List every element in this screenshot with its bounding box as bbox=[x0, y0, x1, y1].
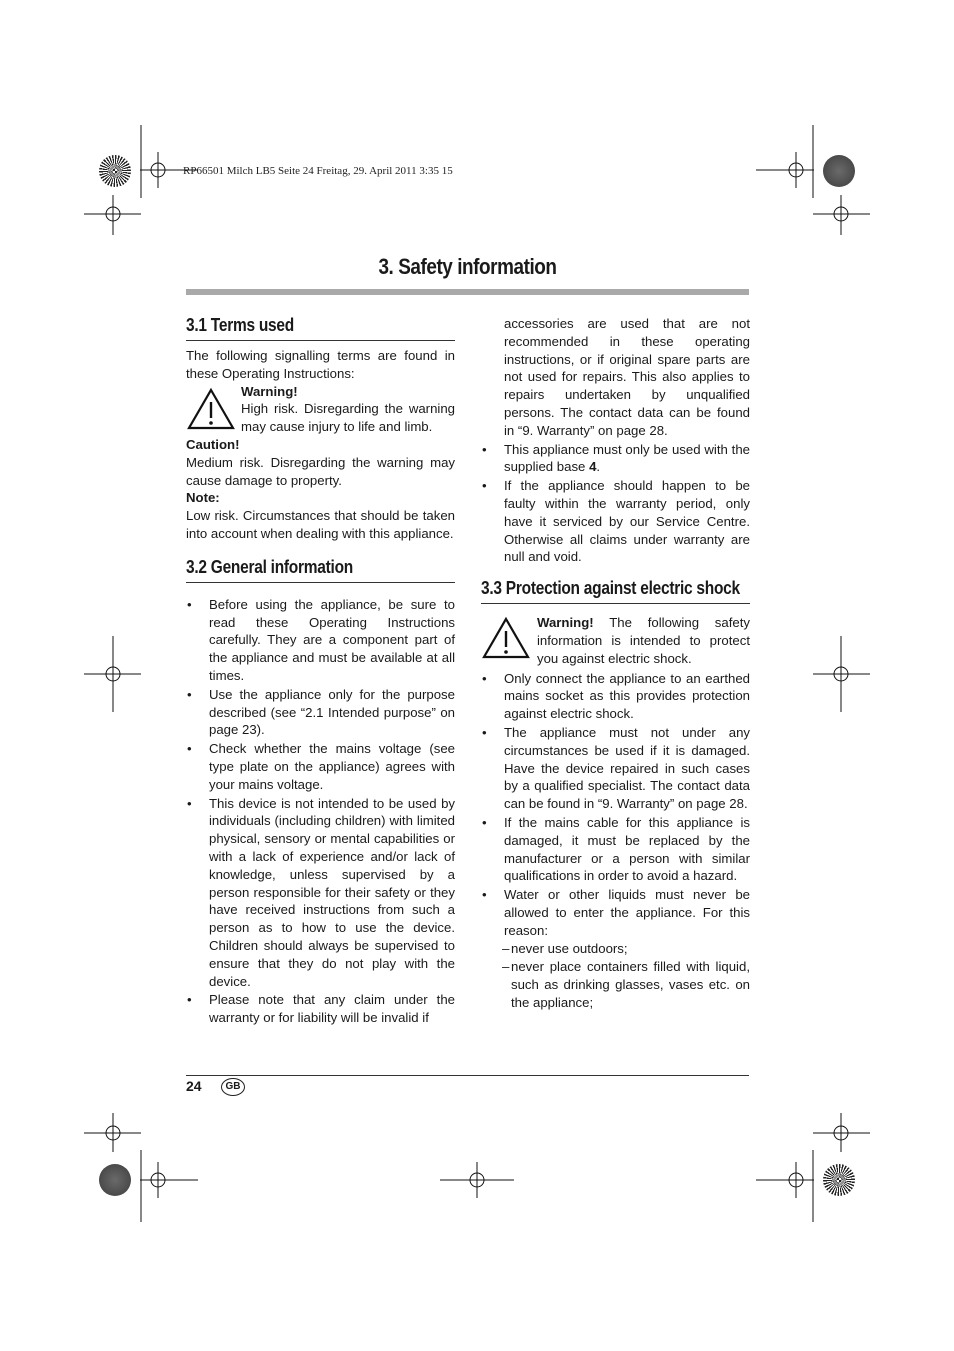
list-item: • If the mains cable for this appliance is damaged, it must be replaced by the manufacturer or a person with similar qualifications in order to avoid a hazard. bbox=[481, 814, 750, 885]
warning-label: Warning! bbox=[537, 615, 594, 631]
list-item: • Please note that any claim under the warranty or for liability will be invalid if bbox=[186, 991, 455, 1027]
page-title: 3. Safety information bbox=[378, 254, 557, 279]
left-column bbox=[186, 314, 455, 1028]
note-text: Low risk. Circumstances that should be taken into account when dealing with this appliance. bbox=[186, 508, 455, 541]
continued-list bbox=[481, 315, 750, 566]
list-item: • This device is not intended to be used by individuals (including children) with limited physical, sensory or mental capabilities or with a lack of experience and/or lack of knowledge, unless supervised by a person responsible for their safety or they have received instructions from such a person as to how to use the device. Children should always be supervised to ensure that they do not play with the device. bbox=[186, 795, 455, 991]
warning-label: Warning! bbox=[241, 383, 298, 399]
country-badge: GB bbox=[221, 1078, 245, 1096]
list-item: • Use the appliance only for the purpose described (see “2.1 Intended purpose” on page 23). bbox=[186, 686, 455, 739]
title-bar bbox=[186, 289, 749, 295]
caution-label: Caution! bbox=[186, 436, 240, 452]
part-number: 4 bbox=[589, 459, 597, 475]
warning-block bbox=[481, 614, 750, 667]
section-rule bbox=[481, 603, 750, 604]
list-item-text: Water or other liquids must never be allowed to enter the appliance. For this reason: bbox=[504, 887, 750, 938]
warning-triangle-icon bbox=[481, 616, 531, 660]
rosette-bottom-left bbox=[99, 1164, 131, 1196]
warning-text: The following safety information is intended to protect you against electric shock. bbox=[537, 615, 750, 666]
section-heading-electric-shock: 3.3 Protection against electric shock bbox=[481, 578, 740, 599]
footer-rule bbox=[186, 1075, 749, 1076]
print-slug: RP66501 Milch LB5 Seite 24 Freitag, 29. April 2011 3:35 15 bbox=[183, 165, 453, 177]
note-label: Note: bbox=[186, 490, 220, 506]
continuation-text: accessories are used that are not recommended in these operating instructions, or if original spare parts are not used for repairs. This also applies to repairs undertaken by unqualified persons. The contact data can be found in “9. Warranty” on page 28. bbox=[504, 316, 750, 438]
section-rule bbox=[186, 340, 455, 341]
list-item: • If the appliance should happen to be faulty within the warranty period, only have it serviced by our Service Centre. Otherwise all claims under warranty are null and void. bbox=[481, 477, 750, 566]
list-item-text: This appliance must only be used with the supplied base bbox=[504, 441, 750, 475]
caution-text: Medium risk. Disregarding the warning may cause damage to property. bbox=[186, 454, 455, 488]
rosette-bottom-right bbox=[823, 1164, 855, 1196]
warning-block bbox=[186, 383, 455, 436]
list-item: • Only connect the appliance to an earthed mains socket as this provides protection against electric shock. bbox=[481, 670, 750, 723]
section-rule bbox=[186, 582, 455, 583]
list-item-continuation bbox=[481, 315, 750, 440]
warning-text: High risk. Disregarding the warning may cause injury to life and limb. bbox=[241, 401, 455, 435]
list-item: • The appliance must not under any circumstances be used if it is damaged. Have the device repaired in such cases by a qualified specialist. The contact data can be found in “9. Warranty” on page 28. bbox=[481, 724, 750, 813]
section-heading-terms-used: 3.1 Terms used bbox=[186, 315, 294, 335]
general-info-list bbox=[186, 596, 455, 1027]
list-item: • Before using the appliance, be sure to read these Operating Instructions carefully. They are a component part of the appliance and must be available at all times. bbox=[186, 596, 455, 685]
list-item: • Check whether the mains voltage (see type plate on the appliance) agrees with your mains voltage. bbox=[186, 740, 455, 793]
rosette-top-right bbox=[823, 155, 855, 187]
list-item bbox=[481, 441, 750, 477]
dash-item: – never use outdoors; bbox=[502, 940, 750, 958]
dash-list bbox=[502, 940, 750, 1012]
intro-text: The following signalling terms are found in these Operating Instructions: bbox=[186, 348, 455, 381]
page-number: 24 bbox=[186, 1078, 202, 1094]
rosette-top-left bbox=[99, 155, 131, 187]
list-item bbox=[481, 886, 750, 1012]
warning-triangle-icon bbox=[186, 387, 236, 431]
dash-item: – never place containers filled with liquid, such as drinking glasses, vases etc. on the appliance; bbox=[502, 958, 750, 1011]
section-heading-general-information: 3.2 General information bbox=[186, 556, 353, 577]
electric-shock-list bbox=[481, 670, 750, 1012]
list-item-punct: . bbox=[596, 459, 601, 475]
right-column bbox=[481, 315, 750, 1013]
